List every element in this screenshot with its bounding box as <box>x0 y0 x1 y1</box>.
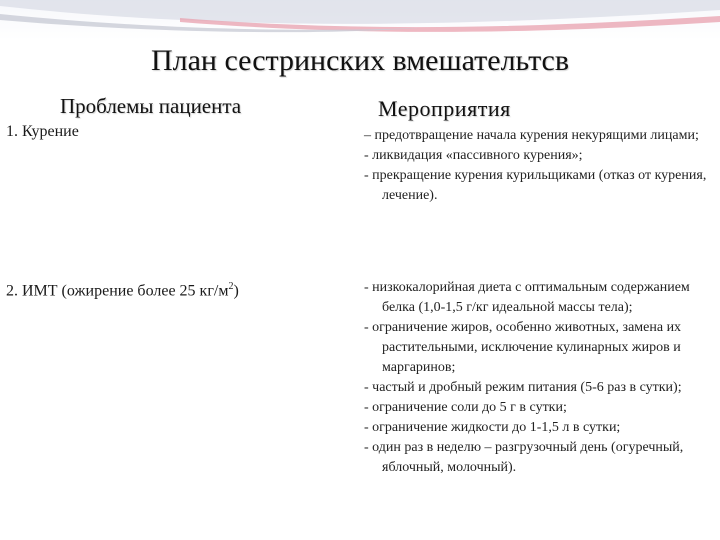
measure-item: - низкокалорийная диета с оптимальным содержанием белка (1,0-1,5 г/кг идеальной массы тела); <box>364 280 690 315</box>
slide-title: План сестринских вмешательтсв <box>150 44 570 77</box>
measure-item: – предотвращение начала курения некурящими лицами; <box>364 128 699 143</box>
problem-bmi-closing: ) <box>233 282 239 300</box>
problem-bmi <box>6 281 239 300</box>
measure-item: - ограничение жиров, особенно животных, замена их растительными, исключение кулинарных жиров и маргаринов; <box>364 320 682 375</box>
measure-item: - ограничение жидкости до 1-1,5 л в сутки; <box>364 420 621 435</box>
measure-item: - частый и дробный режим питания (5-6 раз в сутки); <box>364 380 682 395</box>
column-header-measures: Мероприятия <box>378 96 511 121</box>
measure-item: - ограничение соли до 5 г в сутки; <box>364 400 567 415</box>
measure-item: - один раз в неделю – разгрузочный день (огуречный, яблочный, молочный). <box>364 440 684 475</box>
measures-list-bmi <box>364 278 716 478</box>
measure-item: - прекращение курения курильщиками (отказ от курения, лечение). <box>364 168 707 203</box>
problem-bmi-text: 2. ИМТ (ожирение более 25 кг/м <box>6 282 229 300</box>
measure-item: - ликвидация «пассивного курения»; <box>364 148 583 163</box>
column-header-problems: Проблемы пациента <box>60 94 242 118</box>
measures-list-smoking <box>364 126 716 206</box>
decorative-swoosh <box>0 0 720 40</box>
problem-bmi-superscript: 2 <box>228 281 234 292</box>
problem-smoking: 1. Курение <box>6 123 79 140</box>
decorative-header-band <box>0 0 720 40</box>
